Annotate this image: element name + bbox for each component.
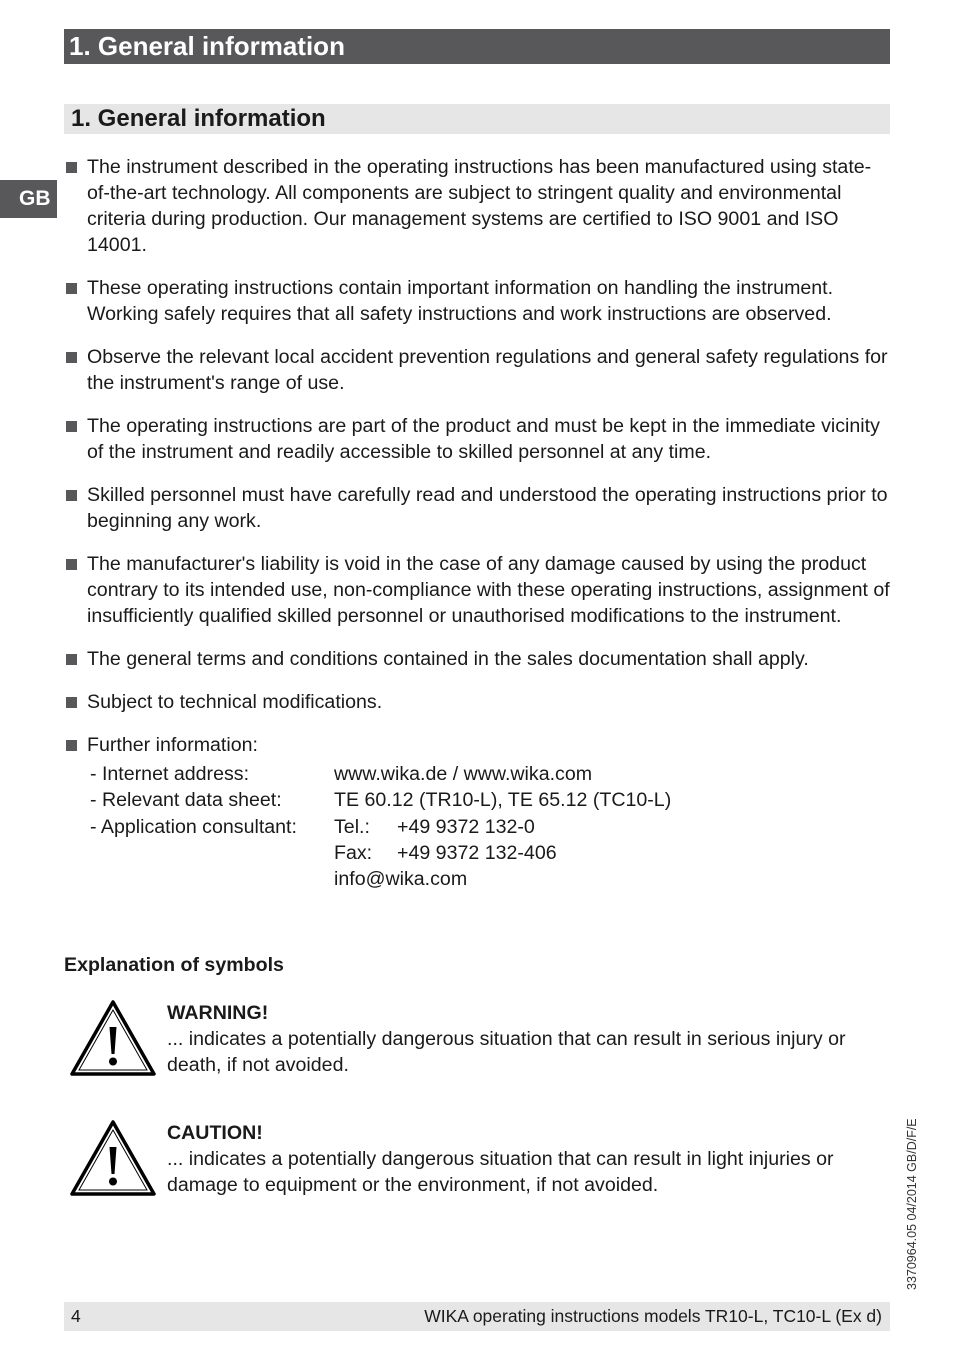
section-heading-bar [64,104,890,134]
caution-description: ... indicates a potentially dangerous situation that can result in light injuries or damage to equipment or the environment, if not avoided. [167,1148,834,1196]
caution-text-block [167,1120,887,1198]
list-item-text: The operating instructions are part of the product and must be kept in the immediate vicinity of the instrument and readily accessible to skilled personnel at any time. [87,415,880,463]
bullet-square-icon [66,559,77,570]
further-information-item [64,732,894,892]
symbols-heading: Explanation of symbols [64,954,284,976]
contact-row-consultant [90,813,671,892]
internet-address-value: www.wika.de / www.wika.com [334,763,593,785]
warning-triangle-icon [70,1000,156,1076]
further-information-intro: Further information: [87,734,258,756]
list-item-text: Subject to technical modifications. [87,691,383,713]
telephone-line [334,814,671,840]
section-heading: 1. General information [71,105,326,132]
list-item-text: Observe the relevant local accident prevention regulations and general safety regulations for the instrument's range of use. [87,346,888,394]
contact-row-internet [90,761,671,787]
telephone-label: Tel.: [334,816,370,838]
list-item [64,689,894,715]
page-header-bar [64,29,890,64]
list-item [64,482,894,534]
warning-title: WARNING! [167,1002,269,1024]
language-tab-label: GB [19,187,51,210]
bullet-square-icon [66,421,77,432]
language-tab [0,180,57,218]
contact-row-datasheet [90,787,671,813]
warning-triangle-icon [70,1120,156,1196]
caution-symbol-block [64,1120,890,1210]
bullet-square-icon [66,654,77,665]
list-item [64,646,894,672]
list-item-text: These operating instructions contain important information on handling the instrument. Working safely requires that all safety instructions and work instructions are observed. [87,277,834,325]
internet-address-label: - Internet address: [90,763,250,785]
contact-table [90,761,671,892]
fax-label: Fax: [334,842,373,864]
bullet-square-icon [66,490,77,501]
warning-symbol-block [64,1000,890,1090]
telephone-value: +49 9372 132-0 [397,816,535,838]
list-item [64,275,894,327]
bullet-square-icon [66,740,77,751]
document-code: 3370964.05 04/2014 GB/D/F/E [905,1118,919,1290]
caution-title: CAUTION! [167,1122,263,1144]
data-sheet-label: - Relevant data sheet: [90,789,282,811]
list-item [64,551,894,629]
list-item-text: The manufacturer's liability is void in the case of any damage caused by using the product contrary to its intended use, non-compliance with these operating instructions, assignment of insufficiently qualified skilled personnel or unauthorised modifications to the instrument. [87,553,890,627]
list-item-text: Skilled personnel must have carefully read and understood the operating instructions prior to beginning any work. [87,484,888,532]
bullet-square-icon [66,697,77,708]
data-sheet-value: TE 60.12 (TR10-L), TE 65.12 (TC10-L) [334,789,672,811]
list-item [64,154,894,258]
list-item [64,413,894,465]
email-line: info@wika.com [334,868,468,890]
fax-value: +49 9372 132-406 [397,842,557,864]
page-header-title: 1. General information [69,31,345,61]
application-consultant-label: - Application consultant: [90,816,297,838]
warning-text-block [167,1000,887,1078]
page-footer [64,1302,890,1331]
list-item-text: The instrument described in the operating instructions has been manufactured using state-of-the-art technology. All components are subject to stringent quality and environmental criteria during production. Our management systems are certified to ISO 9001 and ISO 14001. [87,156,872,256]
warning-description: ... indicates a potentially dangerous situation that can result in serious injury or death, if not avoided. [167,1028,846,1076]
footer-document-title: WIKA operating instructions models TR10-L, TC10-L (Ex d) [424,1306,882,1326]
application-consultant-details [334,813,671,892]
bullet-square-icon [66,162,77,173]
bullet-square-icon [66,352,77,363]
list-item-text: The general terms and conditions contained in the sales documentation shall apply. [87,648,809,670]
fax-line [334,840,671,866]
bullet-square-icon [66,283,77,294]
page-number: 4 [71,1306,81,1326]
information-list [64,154,894,909]
list-item [64,344,894,396]
